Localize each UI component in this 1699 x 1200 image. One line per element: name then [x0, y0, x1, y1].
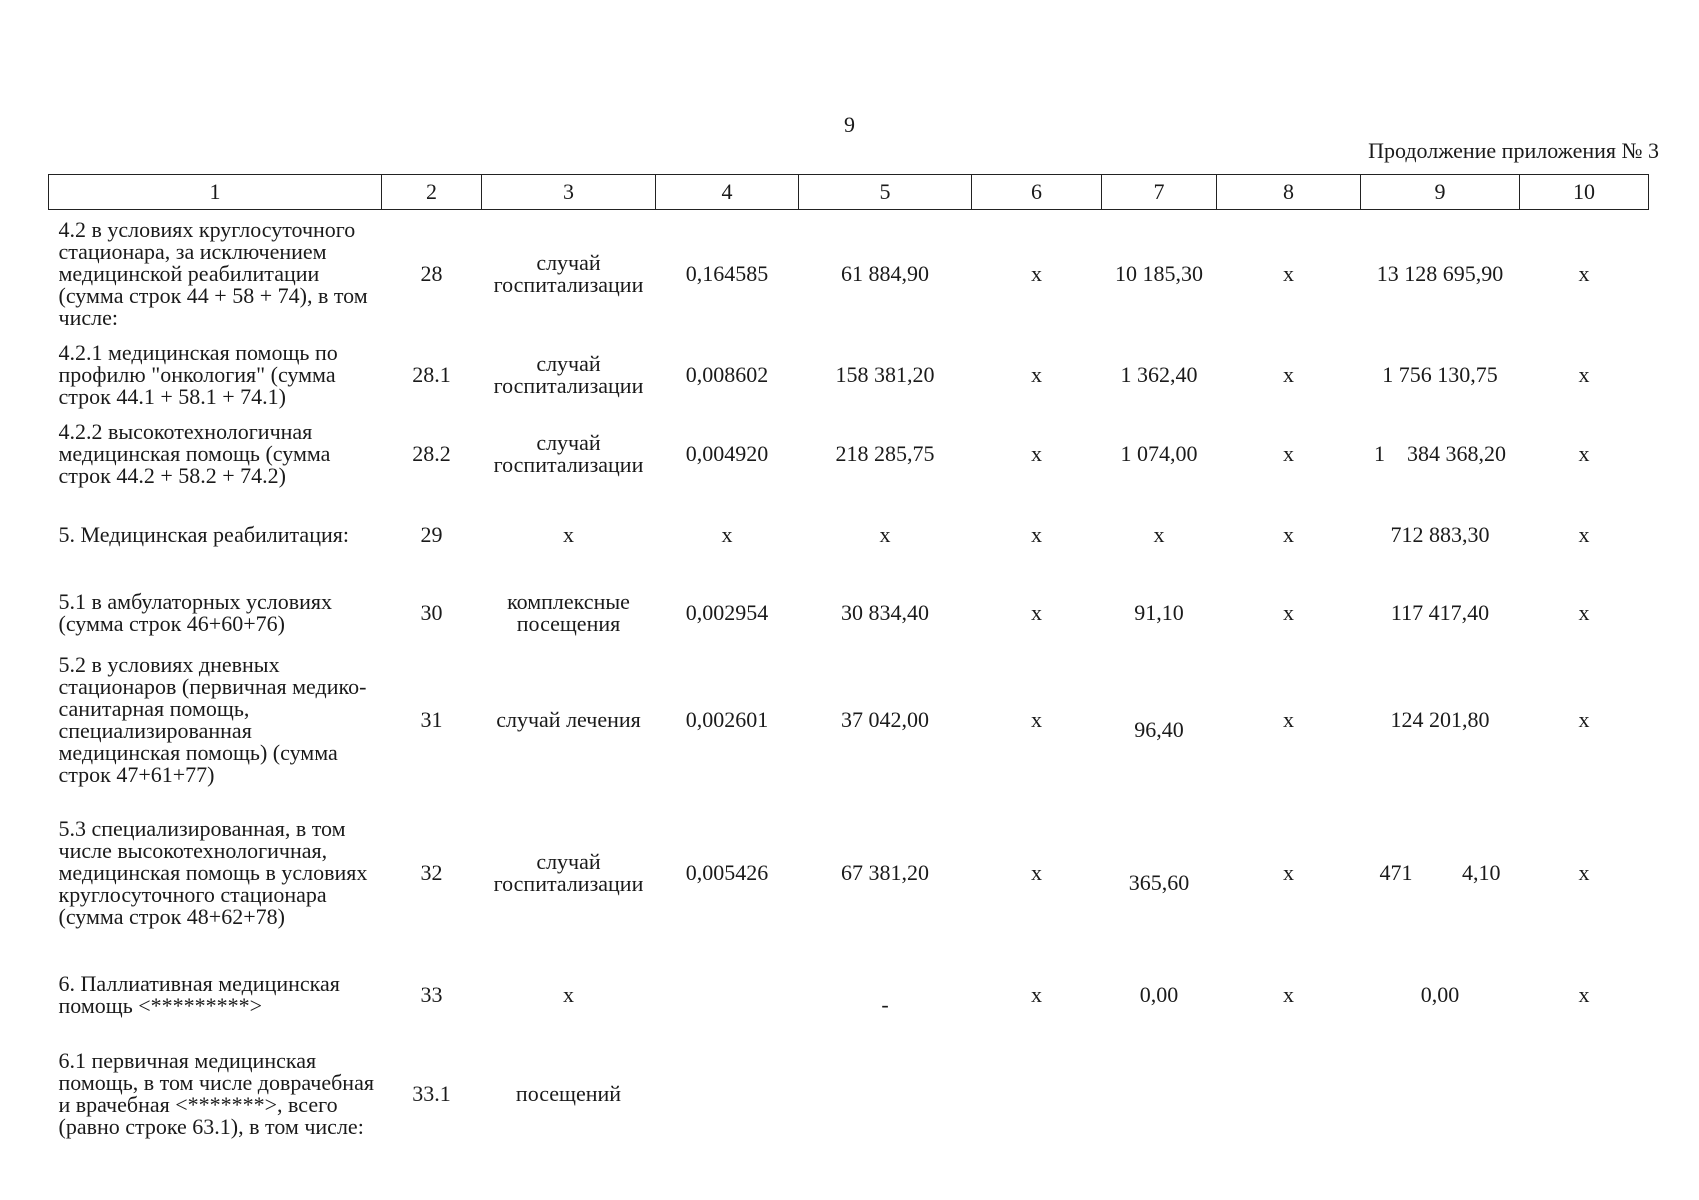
column-header: 4	[656, 175, 799, 210]
table-header-row	[49, 175, 1649, 210]
volume-norm-cell: 0,008602	[685, 362, 769, 387]
value-cell: 13 128 695,90	[1376, 261, 1504, 286]
column-header: 2	[382, 175, 482, 210]
value-cell: х	[1031, 362, 1042, 387]
row-description: 4.2 в условиях круглосуточного стационара, за исключением медицинской реабилитации (сумма строк 44 + 58 + 74), в том числе:	[58, 217, 368, 330]
value-cell	[972, 1032, 1102, 1156]
value-cell: х	[1153, 522, 1165, 547]
row-description: 5.2 в условиях дневных стационаров (первичная медико-санитарная помощь, специализированная медицинская помощь) (сумма строк 47+61+77)	[58, 652, 367, 787]
value-cell: х	[1031, 860, 1042, 885]
column-header: 10	[1520, 175, 1649, 210]
row-number: 33	[420, 982, 443, 1007]
volume-norm-cell	[656, 1032, 799, 1156]
value-cell: х	[1283, 707, 1294, 732]
table-row	[49, 496, 1649, 574]
value-cell: х	[1283, 982, 1294, 1007]
column-header: 9	[1361, 175, 1520, 210]
column-header: 5	[799, 175, 972, 210]
value-cell: х	[1283, 860, 1294, 885]
value-cell: 117 417,40	[1390, 600, 1490, 625]
value-cell	[1361, 1032, 1520, 1156]
table-row	[49, 210, 1649, 339]
value-cell: х	[1578, 441, 1590, 466]
page-number: 9	[844, 112, 855, 137]
cost-norm-cell: х	[879, 522, 891, 547]
unit-cell: случай госпитализации	[493, 849, 644, 896]
cost-norm-cell: 37 042,00	[841, 707, 929, 732]
row-number: 30	[420, 600, 443, 625]
unit-cell: случай госпитализации	[493, 430, 644, 477]
row-description: 6. Паллиативная медицинская помощь <*********>	[58, 971, 340, 1018]
value-cell	[1102, 1032, 1217, 1156]
table-row	[49, 652, 1649, 788]
value-cell	[1102, 788, 1217, 958]
unit-cell: комплексные посещения	[507, 589, 630, 636]
unit-cell: х	[563, 522, 574, 547]
column-header: 8	[1217, 175, 1361, 210]
volume-norm-cell: 0,164585	[685, 261, 769, 286]
table-row	[49, 574, 1649, 652]
value-cell: 10 185,30	[1115, 261, 1203, 286]
cost-norm-cell: 218 285,75	[835, 441, 935, 466]
table-row	[49, 788, 1649, 958]
value-cell: х	[1578, 522, 1590, 547]
volume-norm-cell: 0,004920	[685, 441, 769, 466]
value-cell	[1102, 652, 1217, 788]
value-cell: х	[1031, 441, 1042, 466]
unit-cell: случай госпитализации	[493, 250, 644, 297]
table-row	[49, 958, 1649, 1032]
cost-norm-cell: 30 834,40	[841, 600, 929, 625]
value-cell: х	[1578, 707, 1590, 732]
volume-norm-cell: 0,005426	[685, 860, 769, 885]
appendix-continuation-note: Продолжение приложения № 3	[1368, 138, 1659, 163]
value-cell: 1 756 130,75	[1382, 362, 1498, 387]
table-row	[49, 412, 1649, 496]
row-number: 28.1	[412, 362, 451, 387]
cost-norm-cell	[799, 1032, 972, 1156]
value-cell: х	[1283, 362, 1294, 387]
value-cell: х	[1031, 522, 1042, 547]
value-cell: х	[1283, 261, 1294, 286]
value-cell: х	[1578, 860, 1590, 885]
value-cell: 0,00	[1420, 982, 1460, 1007]
value-cell: х	[1283, 441, 1294, 466]
volume-norm-cell	[656, 958, 799, 1032]
column-header: 1	[49, 175, 382, 210]
value-text: 365,60	[1128, 870, 1190, 895]
column-header: 6	[972, 175, 1102, 210]
value-text: -	[881, 992, 889, 1017]
value-cell: 471 4,10	[1379, 860, 1501, 885]
row-description: 5.3 специализированная, в том числе высокотехнологичная, медицинская помощь в условиях круглосуточного стационара (сумма строк 48+62+78)	[58, 816, 368, 929]
row-number: 28.2	[412, 441, 451, 466]
row-number: 28	[420, 261, 443, 286]
row-description: 6.1 первичная медицинская помощь, в том числе доврачебная и врачебная <*******>, всего (равно строке 63.1), в том числе:	[58, 1048, 374, 1139]
row-number: 29	[420, 522, 443, 547]
row-number: 32	[420, 860, 443, 885]
cost-norm-cell: 67 381,20	[841, 860, 929, 885]
value-cell: 0,00	[1139, 982, 1179, 1007]
value-cell: 1 384 368,20	[1374, 441, 1506, 466]
value-cell: х	[1578, 362, 1590, 387]
value-cell: 91,10	[1134, 600, 1184, 625]
row-description: 5. Медицинская реабилитация:	[58, 522, 349, 547]
value-cell: х	[1031, 707, 1042, 732]
value-cell	[1217, 1032, 1361, 1156]
value-cell: х	[1031, 261, 1042, 286]
value-cell: х	[1578, 982, 1590, 1007]
unit-cell: посещений	[515, 1081, 622, 1106]
row-description: 5.1 в амбулаторных условиях (сумма строк 46+60+76)	[58, 589, 333, 636]
row-number: 31	[420, 707, 443, 732]
volume-norm-cell: х	[721, 522, 733, 547]
value-cell: х	[1283, 522, 1294, 547]
table-row	[49, 1032, 1649, 1156]
unit-cell: х	[563, 982, 574, 1007]
volume-norm-cell: 0,002954	[685, 600, 769, 625]
value-cell: 124 201,80	[1390, 707, 1490, 732]
value-cell: х	[1031, 982, 1042, 1007]
column-header: 3	[482, 175, 656, 210]
value-cell: 1 362,40	[1120, 362, 1198, 387]
cost-norm-cell: 158 381,20	[835, 362, 935, 387]
row-description: 4.2.1 медицинская помощь по профилю "онкология" (сумма строк 44.1 + 58.1 + 74.1)	[58, 340, 338, 409]
unit-cell: случай госпитализации	[493, 351, 644, 398]
value-cell: х	[1578, 261, 1590, 286]
value-cell: х	[1578, 600, 1590, 625]
value-cell	[1520, 1032, 1649, 1156]
budget-table	[48, 174, 1649, 1156]
value-cell: х	[1031, 600, 1042, 625]
unit-cell: случай лечения	[496, 707, 641, 732]
value-text: 96,40	[1134, 717, 1184, 742]
column-header: 7	[1102, 175, 1217, 210]
value-cell: 1 074,00	[1120, 441, 1198, 466]
cost-norm-cell: 61 884,90	[841, 261, 929, 286]
table-row	[49, 338, 1649, 412]
volume-norm-cell: 0,002601	[685, 707, 769, 732]
value-cell: 712 883,30	[1390, 522, 1490, 547]
row-number: 33.1	[412, 1081, 451, 1106]
value-cell: х	[1283, 600, 1294, 625]
row-description: 4.2.2 высокотехнологичная медицинская помощь (сумма строк 44.2 + 58.2 + 74.2)	[58, 419, 331, 488]
cost-norm-cell	[799, 958, 972, 1032]
